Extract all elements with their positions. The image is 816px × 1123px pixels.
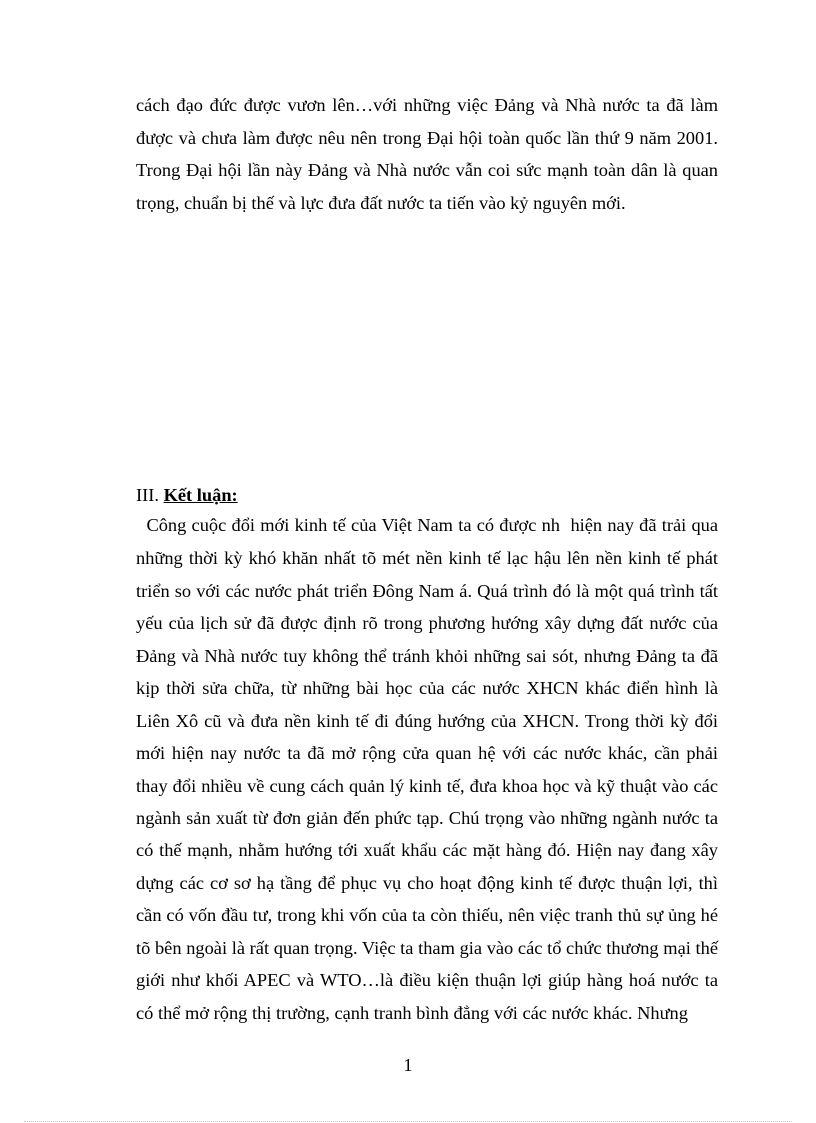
conclusion-line: Công cuộc đổi mới kinh tế của Việt Nam ta có được nh hiện nay đã trải qua bbox=[136, 515, 718, 535]
intro-line: trọng, chuẩn bị thế và lực đưa đất nước ta tiến vào kỷ nguyên mới. bbox=[136, 193, 626, 213]
intro-line: cách đạo đức được vươn lên…với những việc Đảng và Nhà nước ta đã làm bbox=[136, 95, 718, 115]
conclusion-line: có thể mở rộng thị trường, cạnh tranh bình đẳng với các nước khác. Nhưng bbox=[136, 1003, 688, 1023]
conclusion-line: triển so với các nước phát triển Đông Nam á. Quá trình đó là một quá trình tất bbox=[136, 581, 718, 601]
conclusion-line: những thời kỳ khó khăn nhất tõ mét nền kinh tế lạc hậu lên nền kinh tế phát bbox=[136, 548, 718, 568]
conclusion-line: thay đổi nhiều về cung cách quản lý kinh tế, đưa khoa học và kỹ thuật vào các bbox=[136, 776, 718, 796]
conclusion-line: có thế mạnh, nhằm hướng tới xuất khẩu các mặt hàng đó. Hiện nay đang xây bbox=[136, 840, 718, 860]
conclusion-line: kịp thời sửa chữa, từ những bài học của các nước XHCN khác điển hình là bbox=[136, 678, 718, 698]
conclusion-line: ngành sản xuất từ đơn giản đến phức tạp. Chú trọng vào những ngành nước ta bbox=[136, 808, 718, 828]
page-number: 1 bbox=[403, 1055, 413, 1075]
conclusion-line: giới như khối APEC và WTO…là điều kiện thuận lợi giúp hàng hoá nước ta bbox=[136, 970, 718, 990]
section-number: III. bbox=[136, 485, 159, 505]
conclusion-line: Đảng và Nhà nước tuy không thể tránh khỏi những sai sót, nhưng Đảng ta đã bbox=[136, 646, 718, 666]
conclusion-line: yếu của lịch sử đã được định rõ trong phương hướng xây dựng đất nước của bbox=[136, 613, 718, 633]
conclusion-line: tõ bên ngoài là rất quan trọng. Việc ta tham gia vào các tổ chức thương mại thế bbox=[136, 938, 718, 958]
conclusion-line: dựng các cơ sơ hạ tầng để phục vụ cho hoạt động kinh tế được thuận lợi, thì bbox=[136, 873, 718, 893]
conclusion-line: cần có vốn đầu tư, trong khi vốn của ta còn thiếu, nên việc tranh thủ sự ủng hé bbox=[136, 905, 718, 925]
intro-line: được và chưa làm được nêu nên trong Đại hội toàn quốc lần thứ 9 năm 2001. bbox=[136, 128, 718, 148]
section-title: Kết luận: bbox=[163, 485, 238, 505]
page-bottom-rule bbox=[24, 1121, 792, 1122]
section-heading bbox=[136, 484, 238, 506]
conclusion-line: Liên Xô cũ và đưa nền kinh tế đi đúng hướng của XHCN. Trong thời kỳ đổi bbox=[136, 711, 718, 731]
conclusion-line: mới hiện nay nước ta đã mở rộng cửa quan hệ với các nước khác, cần phải bbox=[136, 743, 718, 763]
intro-line: Trong Đại hội lần này Đảng và Nhà nước vẫn coi sức mạnh toàn dân là quan bbox=[136, 160, 718, 180]
